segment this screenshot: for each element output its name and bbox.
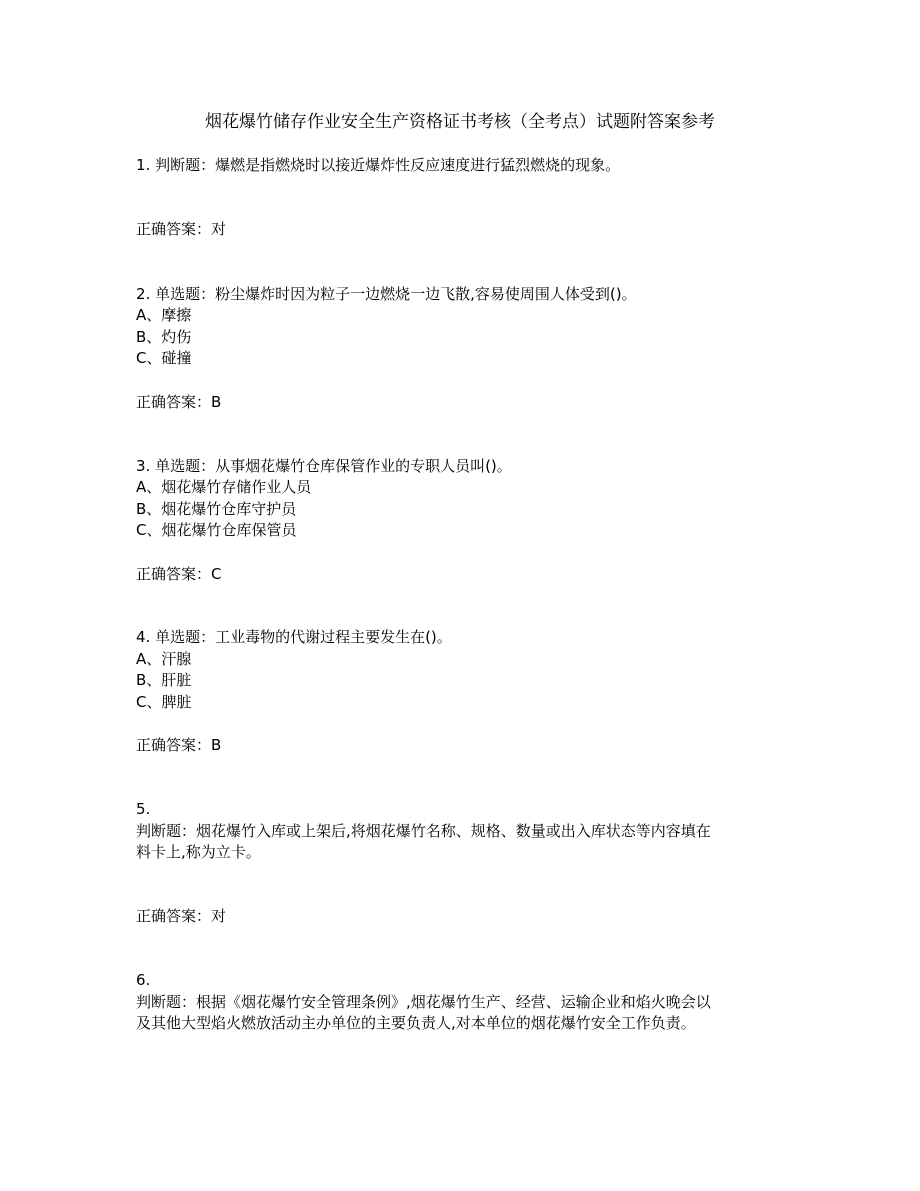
question-text: 1. 判断题：爆燃是指燃烧时以接近爆炸性反应速度进行猛烈燃烧的现象。	[136, 156, 621, 174]
answer-text: 正确答案：对	[136, 220, 227, 238]
question-text: 3. 单选题：从事烟花爆竹仓库保管作业的专职人员叫()。	[136, 457, 512, 475]
question-text-line-1: 判断题：根据《烟花爆竹安全管理条例》,烟花爆竹生产、经营、运输企业和焰火晚会以	[136, 993, 711, 1011]
question-number: 5.	[136, 800, 151, 818]
option-b: B、灼伤	[136, 328, 192, 346]
question-text-line-2: 及其他大型焰火燃放活动主办单位的主要负责人,对本单位的烟花爆竹安全工作负责。	[136, 1014, 696, 1032]
option-b: B、烟花爆竹仓库守护员	[136, 500, 297, 518]
option-c: C、脾脏	[136, 693, 192, 711]
question-text: 2. 单选题：粉尘爆炸时因为粒子一边燃烧一边飞散,容易使周围人体受到()。	[136, 285, 637, 303]
option-a: A、烟花爆竹存储作业人员	[136, 478, 312, 496]
option-c: C、碰撞	[136, 349, 192, 367]
question-text: 4. 单选题：工业毒物的代谢过程主要发生在()。	[136, 628, 452, 646]
answer-text: 正确答案：对	[136, 907, 227, 925]
question-number: 6.	[136, 971, 151, 989]
answer-text: 正确答案：B	[136, 736, 222, 754]
option-a: A、汗腺	[136, 650, 192, 668]
answer-text: 正确答案：C	[136, 565, 222, 583]
question-text-line-1: 判断题：烟花爆竹入库或上架后,将烟花爆竹名称、规格、数量或出入库状态等内容填在	[136, 822, 711, 840]
option-b: B、肝脏	[136, 671, 192, 689]
option-a: A、摩擦	[136, 306, 192, 324]
answer-text: 正确答案：B	[136, 393, 222, 411]
option-c: C、烟花爆竹仓库保管员	[136, 521, 297, 539]
question-text-line-2: 料卡上,称为立卡。	[136, 843, 261, 861]
page-title: 烟花爆竹储存作业安全生产资格证书考核（全考点）试题附答案参考	[205, 112, 715, 132]
